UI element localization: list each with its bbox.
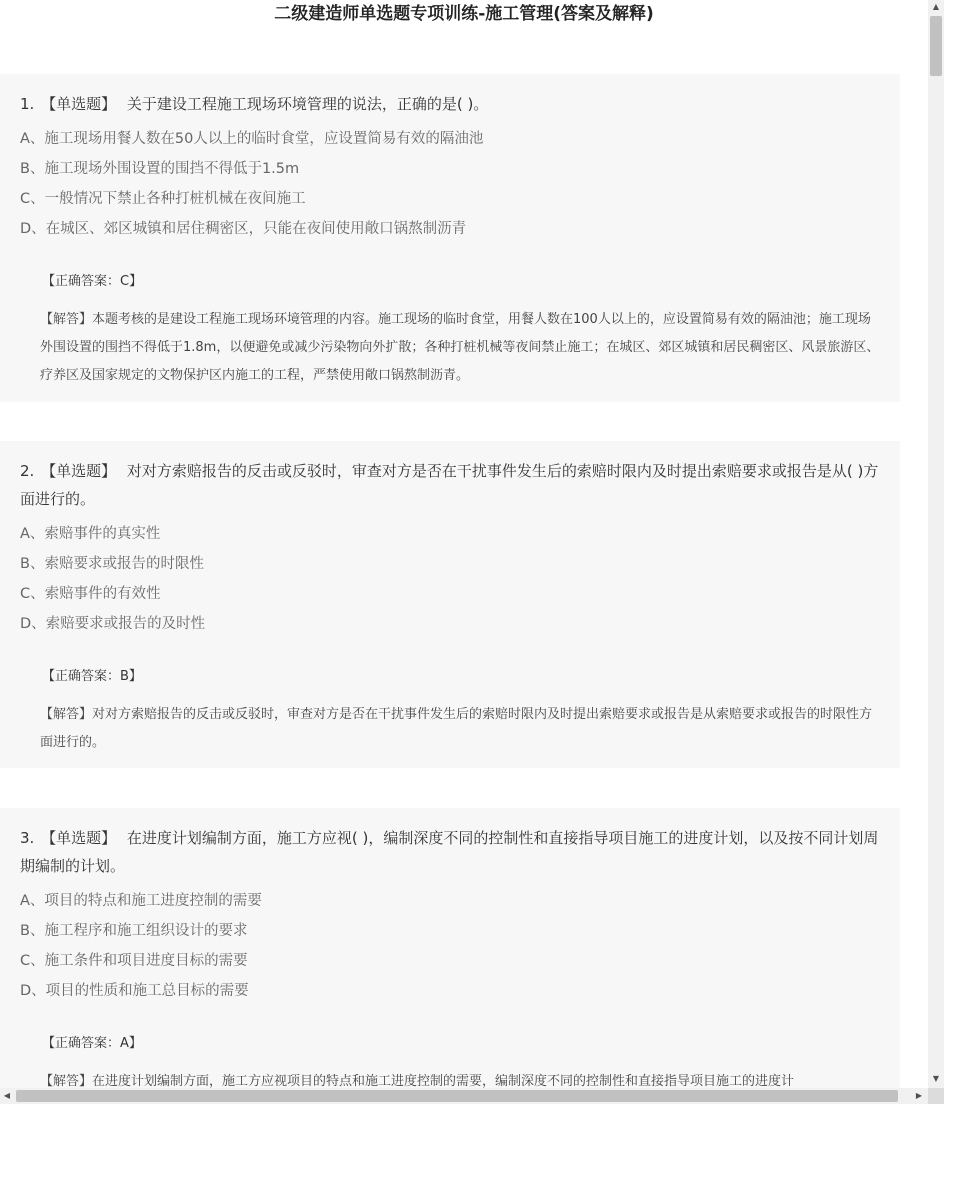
option-a: A、索赔事件的真实性: [20, 526, 161, 542]
answer-explanation: 【解答】本题考核的是建设工程施工现场环境管理的内容。施工现场的临时食堂，用餐人数在100人以上的，应设置简易有效的隔油池；施工现场外围设置的围挡不得低于1.8m，以便避免或减少污染物向外扩散；各种打桩机械等夜间禁止施工；在城区、郊区城镇和居民稠密区、风景旅游区、疗养区及国家规定的文物保护区内施工的工程，严禁使用敞口锅熬制沥青。: [40, 312, 880, 383]
question-type: 【单选题】: [41, 462, 117, 480]
option-d: D、索赔要求或报告的及时性: [20, 616, 206, 632]
question-number: 3.: [20, 829, 35, 847]
question-type: 【单选题】: [41, 829, 117, 847]
correct-answer: 【正确答案：B】: [42, 669, 142, 684]
scroll-up-arrow-icon[interactable]: ▲: [932, 2, 940, 11]
vertical-scrollbar[interactable]: [928, 0, 944, 1088]
horizontal-scroll-thumb[interactable]: [16, 1090, 898, 1102]
option-c: C、施工条件和项目进度目标的需要: [20, 953, 248, 969]
question-card-2: [0, 441, 900, 768]
option-a: A、施工现场用餐人数在50人以上的临时食堂，应设置简易有效的隔油池: [20, 131, 484, 147]
option-a: A、项目的特点和施工进度控制的需要: [20, 893, 262, 909]
option-c: C、索赔事件的有效性: [20, 586, 161, 602]
question-stem: [20, 457, 880, 513]
question-text: 关于建设工程施工现场环境管理的说法，正确的是( )。: [126, 95, 489, 113]
option-c: C、一般情况下禁止各种打桩机械在夜间施工: [20, 191, 306, 207]
question-number: 2.: [20, 462, 35, 480]
scroll-left-arrow-icon[interactable]: ◀: [3, 1091, 11, 1100]
scroll-down-arrow-icon[interactable]: ▼: [932, 1074, 940, 1083]
correct-answer: 【正确答案：A】: [42, 1036, 142, 1051]
question-type: 【单选题】: [41, 95, 117, 113]
question-card-1: [0, 74, 900, 402]
horizontal-scrollbar[interactable]: [0, 1088, 928, 1104]
option-b: B、索赔要求或报告的时限性: [20, 556, 204, 572]
question-card-3: [0, 808, 900, 1088]
scrollbar-corner: [928, 1088, 944, 1104]
option-b: B、施工程序和施工组织设计的要求: [20, 923, 248, 939]
question-text: 在进度计划编制方面，施工方应视( )，编制深度不同的控制性和直接指导项目施工的进度计划，以及按不同计划周期编制的计划。: [20, 829, 879, 875]
question-stem: [20, 824, 880, 880]
option-b: B、施工现场外围设置的围挡不得低于1.5m: [20, 161, 300, 177]
question-number: 1.: [20, 95, 35, 113]
answer-explanation: 【解答】在进度计划编制方面，施工方应视项目的特点和施工进度控制的需要，编制深度不同的控制性和直接指导项目施工的进度计: [40, 1074, 795, 1088]
answer-explanation: 【解答】对对方索赔报告的反击或反驳时，审查对方是否在干扰事件发生后的索赔时限内及时提出索赔要求或报告是从索赔要求或报告的时限性方面进行的。: [40, 707, 873, 750]
question-stem: [20, 90, 880, 118]
option-d: D、在城区、郊区城镇和居住稠密区，只能在夜间使用敞口锅熬制沥青: [20, 221, 467, 237]
question-text: 对对方索赔报告的反击或反驳时，审查对方是否在干扰事件发生后的索赔时限内及时提出索赔要求或报告是从( )方面进行的。: [20, 462, 879, 508]
scroll-right-arrow-icon[interactable]: ▶: [915, 1091, 923, 1100]
vertical-scroll-thumb[interactable]: [930, 16, 942, 76]
option-d: D、项目的性质和施工总目标的需要: [20, 983, 249, 999]
page-title: 二级建造师单选题专项训练-施工管理(答案及解释): [274, 4, 654, 24]
correct-answer: 【正确答案：C】: [42, 274, 143, 289]
